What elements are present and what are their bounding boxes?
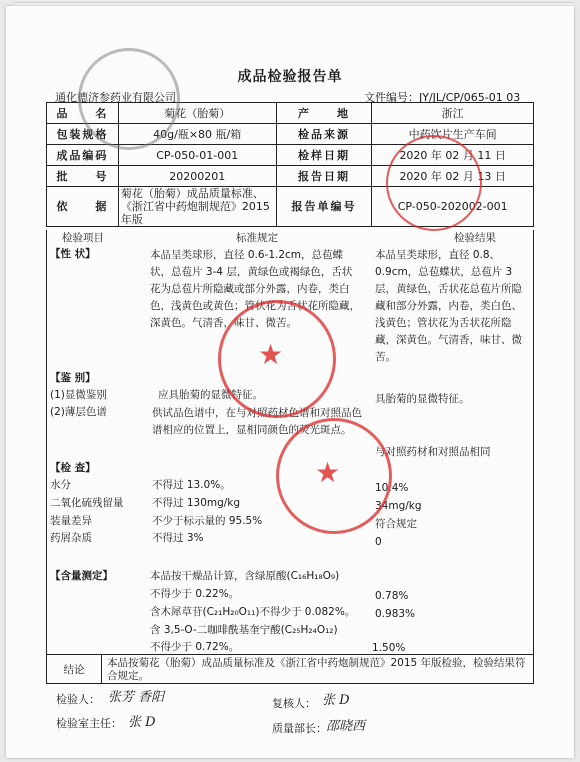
assay-heading: 【含量测定】 — [50, 570, 113, 582]
batch-value: 20200201 — [118, 166, 276, 187]
product-code-label: 成品编码 — [47, 145, 119, 166]
fill-variation-standard: 不少于标示量的 95.5% — [152, 515, 263, 527]
moisture-result: 10.4% — [375, 482, 409, 494]
batch-label: 批 号 — [47, 166, 119, 187]
checks-heading: 【检 查】 — [50, 462, 96, 474]
basis-label: 依 据 — [47, 187, 119, 227]
so2-item: 二氧化硫残留量 — [50, 497, 124, 509]
origin-value: 浙江 — [372, 103, 534, 124]
moisture-item: 水分 — [50, 479, 71, 491]
seal-star-icon-1: ★ — [258, 338, 284, 371]
document-number: 文件编号：JY/JL/CP/065-01 03 — [364, 91, 521, 104]
micro-id-result: 具胎菊的显微特征。 — [375, 393, 470, 405]
product-code-value: CP-050-01-001 — [118, 145, 276, 166]
conclusion-label: 结论 — [47, 655, 102, 683]
moisture-standard: 不得过 13.0%。 — [152, 479, 231, 491]
assay-line2-result: 0.983% — [375, 608, 416, 620]
impurity-item: 药屑杂质 — [50, 532, 92, 544]
company-seal-gray — [78, 48, 180, 150]
column-result: 检验结果 — [454, 232, 496, 244]
company-name: 通化德济参药业有限公司 — [55, 91, 176, 104]
qa-manager-label: 质量部长： — [272, 722, 327, 735]
origin-label: 产 地 — [276, 103, 372, 124]
lab-head-signature: 张 D — [128, 715, 156, 730]
impurity-result: 0 — [375, 536, 382, 548]
basis-value: 菊花（胎菊）成品质量标准、《浙江省中药炮制规范》2015 年版 — [118, 187, 276, 227]
assay-intro: 本品按干燥品计算，含绿原酸(C₁₆H₁₈O₉) — [150, 570, 340, 582]
conclusion-box — [46, 654, 534, 684]
so2-standard: 不得过 130mg/kg — [152, 497, 241, 509]
reviewer-signature: 张 D — [322, 693, 350, 708]
assay-line3-standard: 不得少于 0.72%。 — [150, 641, 240, 653]
report-date-label: 报告日期 — [276, 166, 372, 187]
traits-heading: 【性 状】 — [50, 248, 96, 260]
traits-result: 本品呈类球形，直径 0.8、0.9cm，总苞蝶状，总苞片 3 层，黄绿色，舌状花总苞片所隐藏和部分外露，内卷，类白色、浅黄色；管状花为舌状花所隐藏，深黄色。气清香，味甘、微苦。 — [375, 249, 522, 363]
assay-line2-standard: 含木犀草苷(C₂₁H₂₀O₁₁)不得少于 0.082%。 — [150, 606, 356, 618]
package-spec-value: 40g/瓶×80 瓶/箱 — [118, 124, 276, 145]
package-spec-label: 包装规格 — [47, 124, 119, 145]
sample-date-value: 2020 年 02 月 11 日 — [372, 145, 534, 166]
impurity-standard: 不得过 3% — [152, 532, 204, 544]
fill-variation-item: 装量差异 — [50, 515, 92, 527]
micro-id-label: (1)显微鉴别 — [50, 389, 107, 401]
product-name-label: 品 名 — [47, 103, 119, 124]
tlc-standard: 供试品色谱中，在与对照药材色谱和对照品色谱相应的位置上，显相同颜色的荧光斑点。 — [152, 407, 362, 436]
qa-manager-signature: 邵晓西 — [326, 719, 366, 734]
assay-line1-standard: 不得少于 0.22%。 — [150, 588, 240, 600]
traits-standard: 本品呈类球形，直径 0.6-1.2cm，总苞蝶状，总苞片 3-4 层，黄绿色或褐绿色，舌状花为总苞片所隐藏或部分外露，内卷，类白色，浅黄色或黄色；管状花为舌状花所隐藏，深黄色。气清香，味甘、微苦。 — [150, 249, 360, 329]
so2-result: 34mg/kg — [375, 500, 422, 512]
seal-star-icon-2: ★ — [315, 456, 341, 489]
report-number-value: CP-050-202002-001 — [372, 187, 534, 227]
column-item: 检验项目 — [62, 232, 104, 244]
reviewer-label: 复核人： — [272, 697, 316, 710]
conclusion-text: 本品按菊花（胎菊）成品质量标准及《浙江省中药炮制规范》2015 年版检验，检验结果符合规定。 — [107, 657, 526, 682]
sample-source-value: 中药饮片生产车间 — [372, 124, 534, 145]
assay-line3-intro: 含 3,5-O-二咖啡酰基奎宁酸(C₂₅H₂₄O₁₂) — [150, 624, 338, 636]
tlc-label: (2)薄层色谱 — [50, 406, 107, 418]
tlc-result: 与对照药材和对照品相同 — [375, 446, 491, 458]
inspector-signature: 张芳 香阳 — [108, 690, 165, 705]
assay-line1-result: 0.78% — [375, 590, 409, 602]
identification-heading: 【鉴 别】 — [50, 372, 96, 384]
column-standard: 标准规定 — [236, 232, 278, 244]
page-title: 成品检验报告单 — [237, 69, 343, 85]
micro-id-standard: 应具胎菊的显微特征。 — [158, 389, 263, 401]
date-seal — [386, 135, 482, 231]
assay-line3-result: 1.50% — [372, 642, 406, 654]
fill-variation-result: 符合规定 — [375, 518, 417, 530]
report-date-value: 2020 年 02 月 13 日 — [372, 166, 534, 187]
inspector-label: 检验人： — [56, 693, 100, 706]
lab-head-label: 检验室主任： — [56, 717, 122, 730]
sample-date-label: 检样日期 — [276, 145, 372, 166]
product-name-value: 菊花（胎菊） — [118, 103, 276, 124]
report-number-label: 报告单编号 — [276, 187, 372, 227]
sample-source-label: 检品来源 — [276, 124, 372, 145]
